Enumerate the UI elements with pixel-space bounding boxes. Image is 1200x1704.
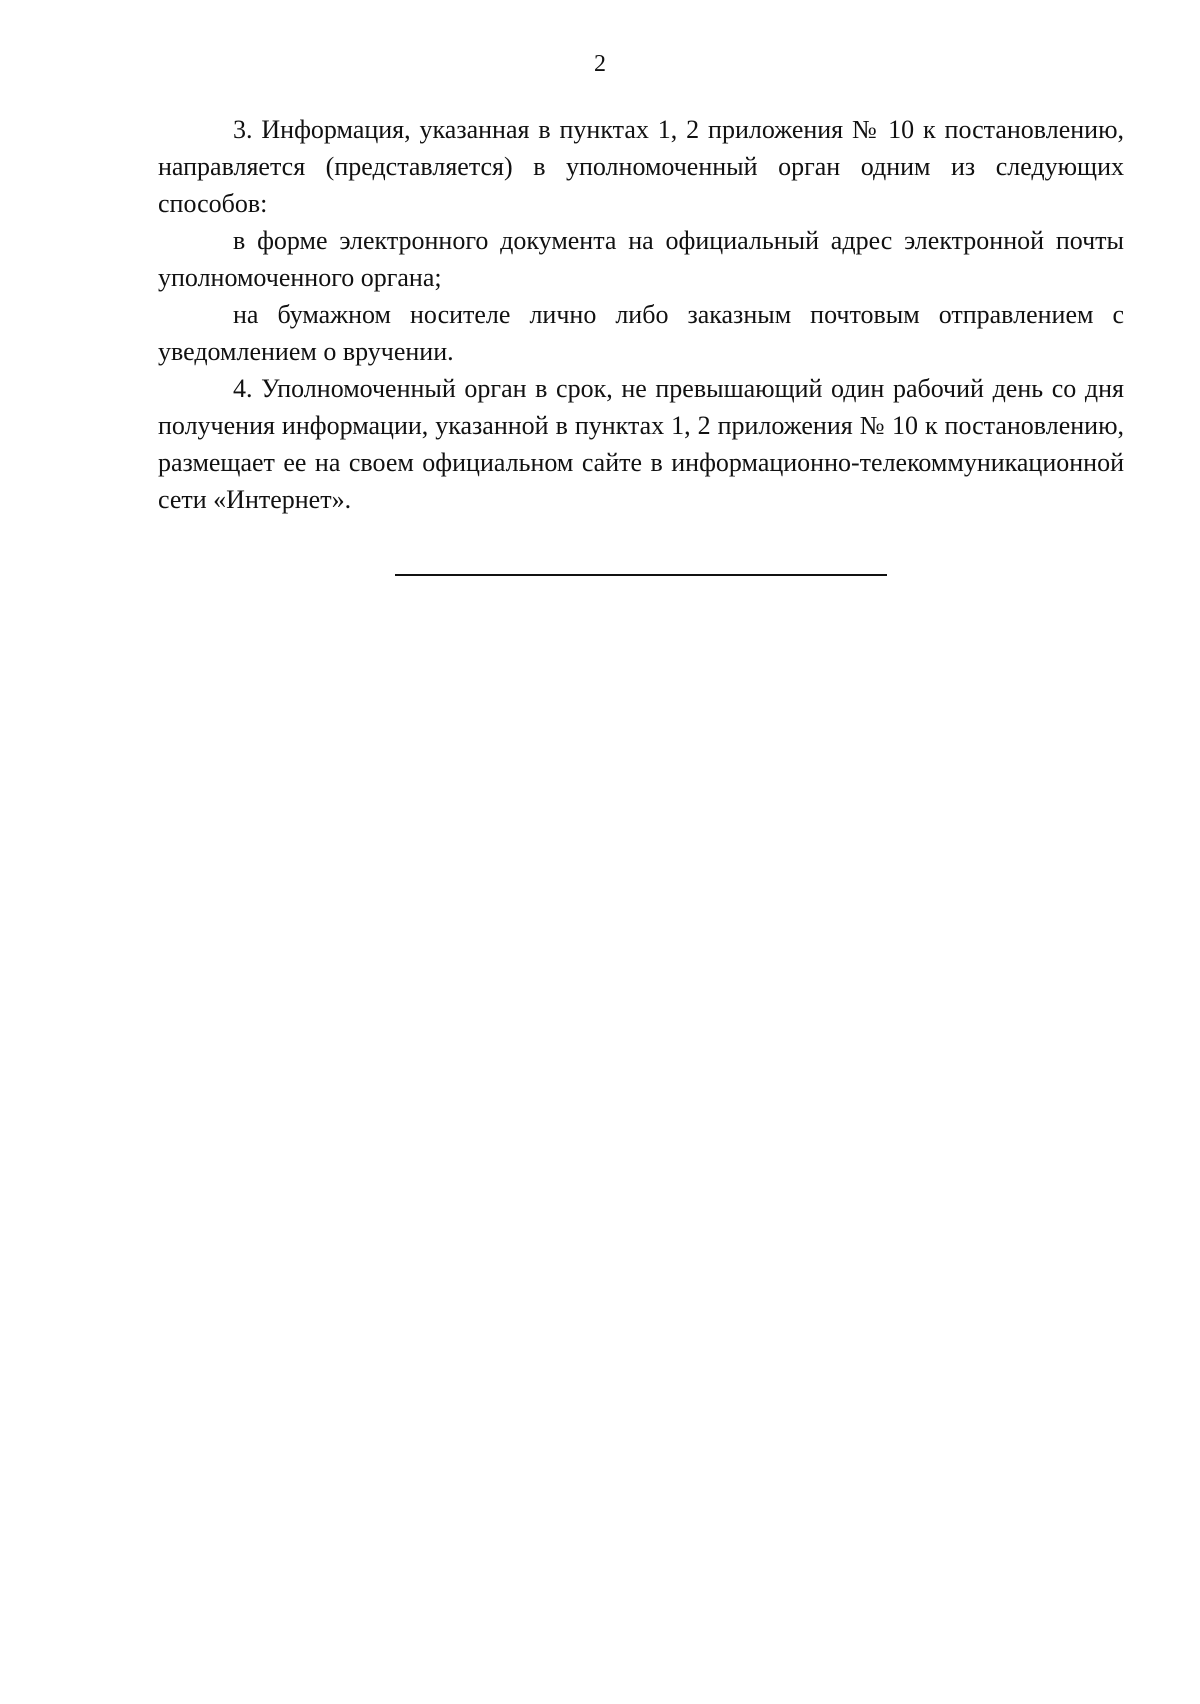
- paragraph-item-3: 3. Информация, указанная в пунктах 1, 2 приложения № 10 к постановлению, направляется (представляется) в уполномоченный орган одним из следующих способов:: [158, 115, 1124, 218]
- page-number: 2: [594, 51, 606, 77]
- paragraph-method-electronic: в форме электронного документа на официальный адрес электронной почты уполномоченного органа;: [158, 226, 1124, 292]
- paragraph-method-paper: на бумажном носителе лично либо заказным почтовым отправлением с уведомлением о вручении.: [158, 300, 1124, 366]
- document-body: [158, 111, 1124, 518]
- end-separator-line: [395, 574, 887, 576]
- paragraph-item-4: 4. Уполномоченный орган в срок, не превышающий один рабочий день со дня получения информации, указанной в пунктах 1, 2 приложения № 10 к постановлению, размещает ее на своем официальном сайте в информационно-телекоммуникационной сети «Интернет».: [158, 374, 1124, 514]
